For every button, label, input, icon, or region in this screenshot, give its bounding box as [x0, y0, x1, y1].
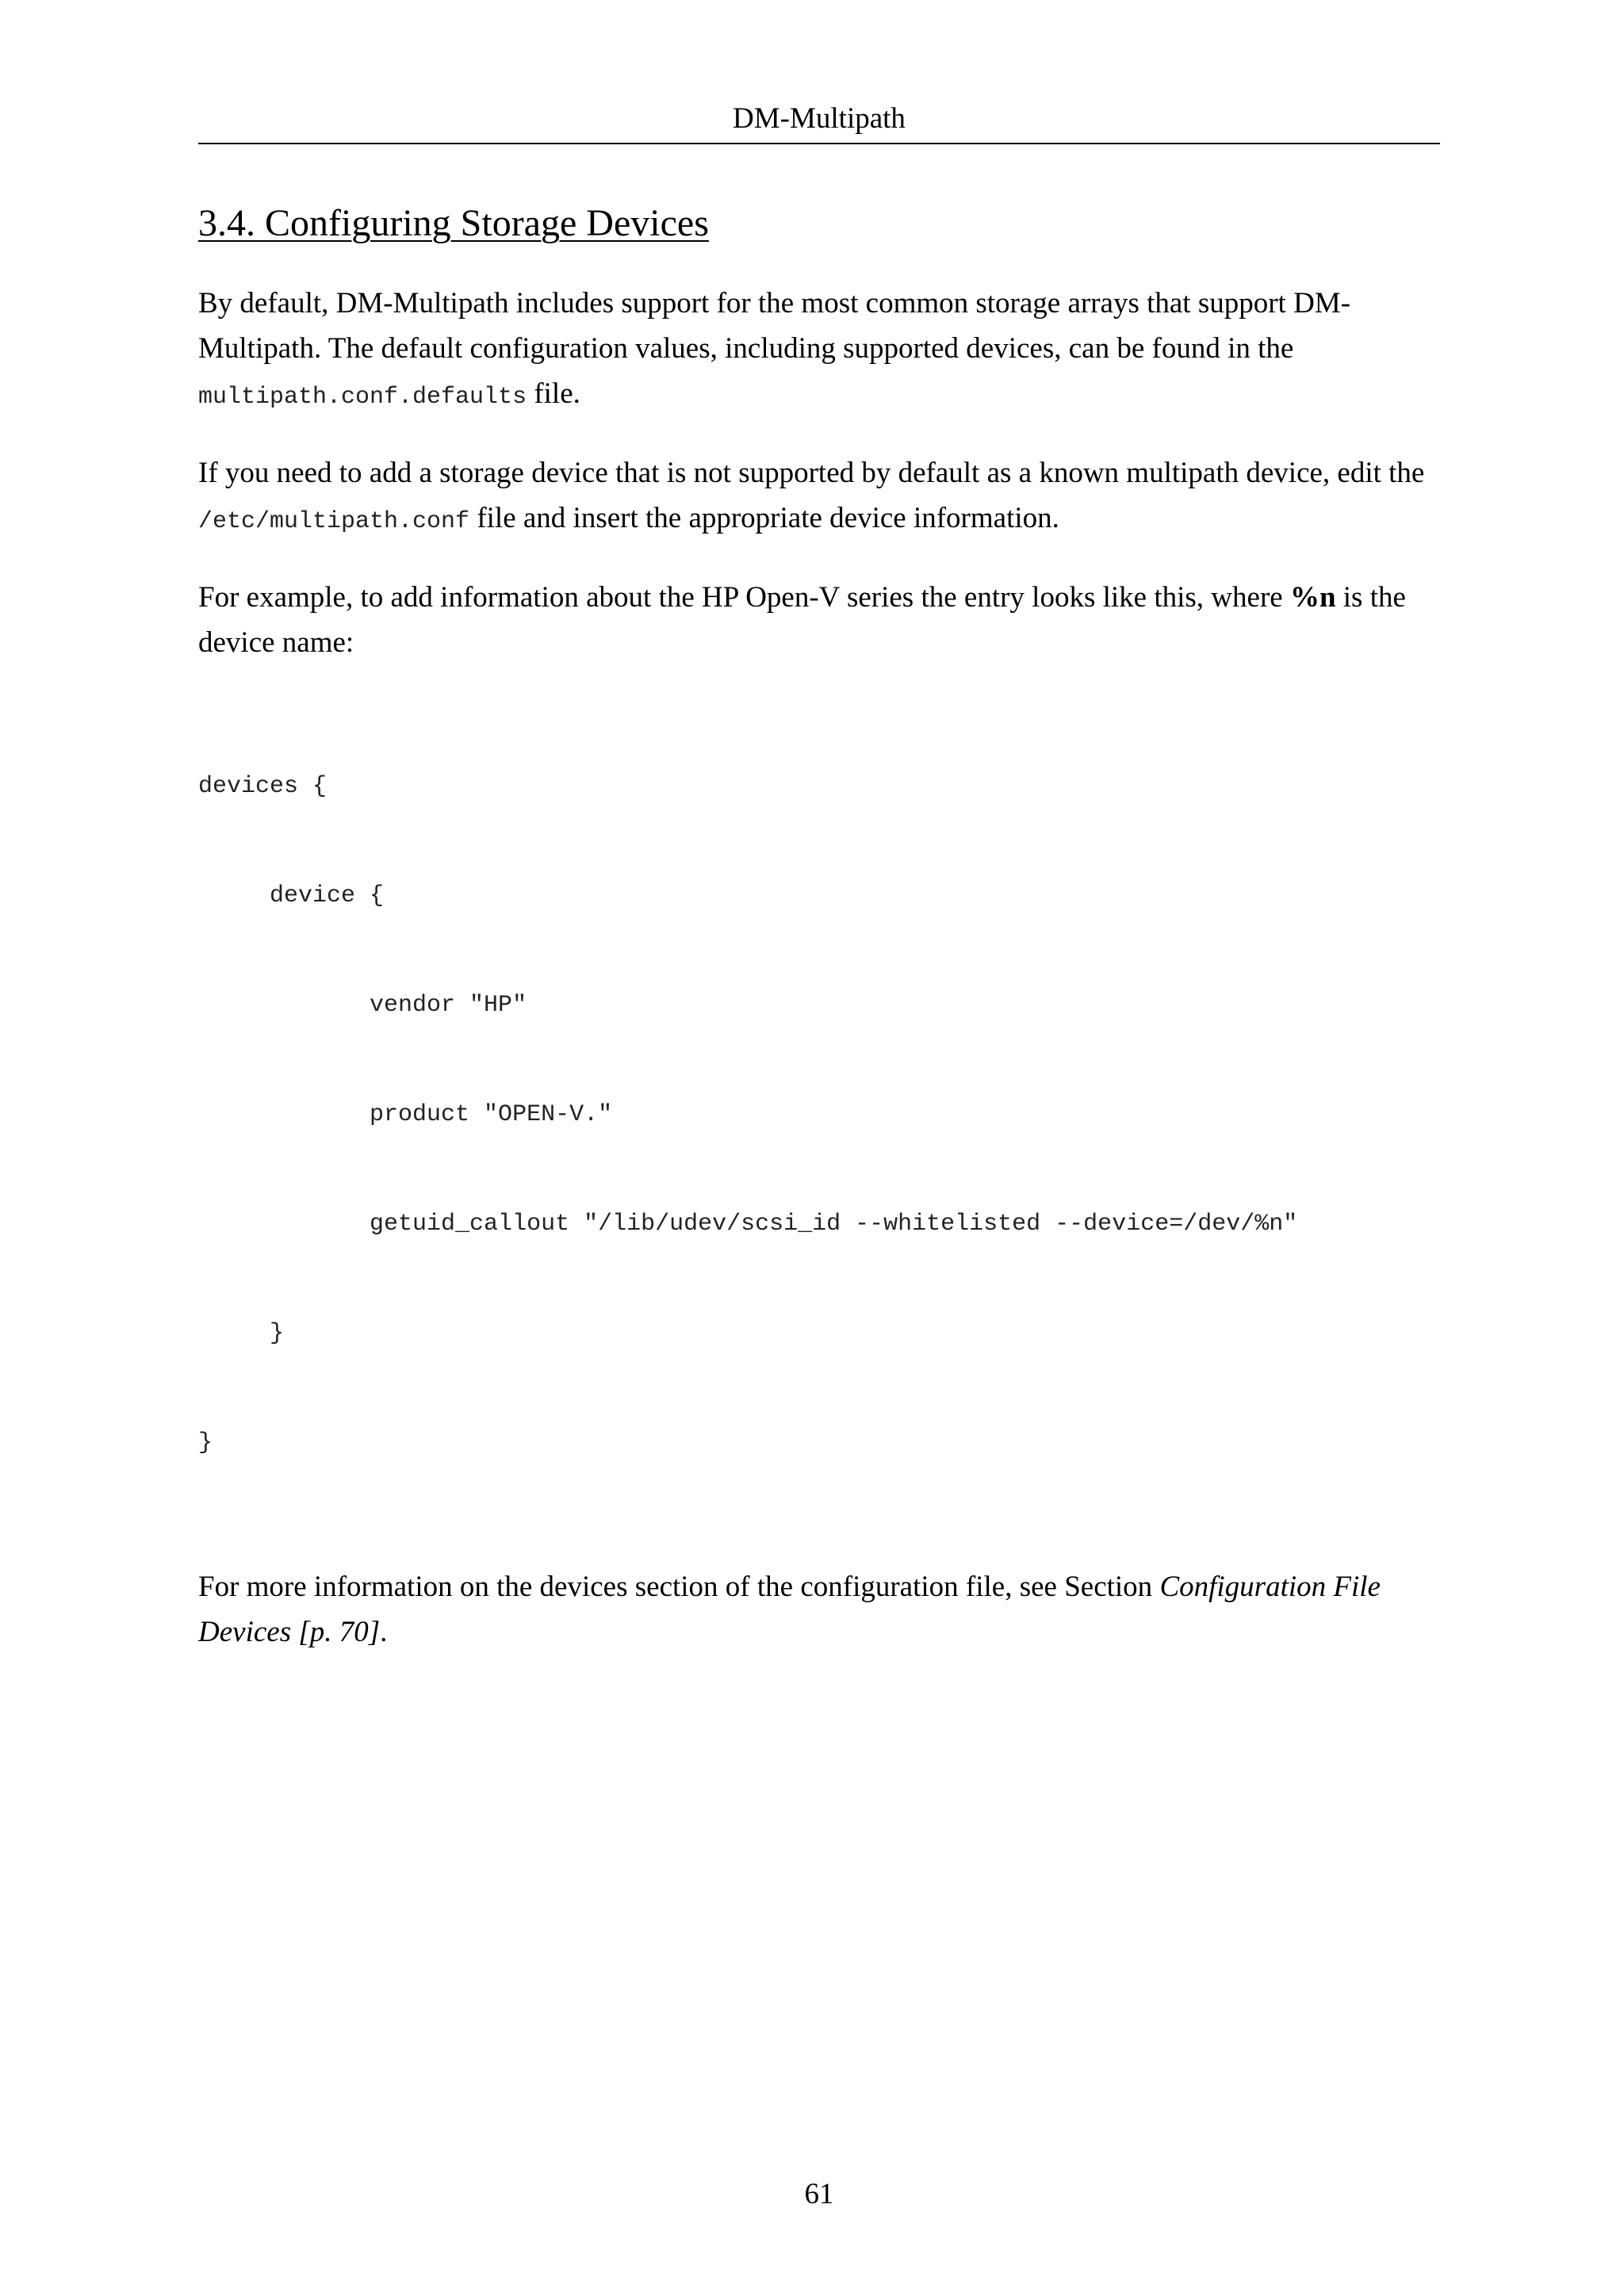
paragraph-example-intro	[198, 575, 1440, 665]
running-header: DM-Multipath	[733, 102, 906, 135]
paragraph-text: file.	[527, 377, 580, 410]
code-line: product "OPEN-V."	[198, 1101, 613, 1128]
code-line: vendor "HP"	[198, 992, 527, 1019]
paragraph-more-info	[198, 1564, 1440, 1655]
section-title: 3.4. Configuring Storage Devices	[198, 202, 709, 244]
inline-code-filepath: /etc/multipath.conf	[198, 508, 470, 535]
code-line: device {	[198, 882, 385, 909]
paragraph-add-device	[198, 450, 1440, 545]
code-line: }	[198, 1320, 285, 1347]
paragraph-text: If you need to add a storage device that is not supported by default as a known multipath device, edit the	[198, 457, 1425, 489]
bold-term: %n	[1289, 581, 1336, 614]
paragraph-text: is the device name:	[198, 581, 1406, 659]
paragraph-text: .	[380, 1616, 388, 1648]
page-content	[198, 198, 1440, 1685]
code-line: devices {	[198, 773, 327, 800]
cross-reference-link[interactable]: Configuration File Devices [p. 70]	[198, 1571, 1381, 1648]
paragraph-default-support	[198, 281, 1440, 420]
page-number: 61	[804, 2178, 834, 2210]
paragraph-text: For more information on the devices section of the configuration file, see Section	[198, 1571, 1160, 1603]
paragraph-text: By default, DM-Multipath includes support for the most common storage arrays that support DM-Multipath. The default configuration values, including supported devices, can be found in the	[198, 287, 1351, 365]
paragraph-text: file and insert the appropriate device information.	[469, 502, 1059, 534]
header-divider	[198, 143, 1440, 144]
code-block	[198, 695, 1440, 1534]
paragraph-text: For example, to add information about the HP Open-V series the entry looks like this, where	[198, 581, 1290, 614]
inline-code-filename: multipath.conf.defaults	[198, 384, 527, 411]
code-line: }	[198, 1429, 213, 1456]
code-line: getuid_callout "/lib/udev/scsi_id --whitelisted --device=/dev/%n"	[198, 1211, 1298, 1238]
